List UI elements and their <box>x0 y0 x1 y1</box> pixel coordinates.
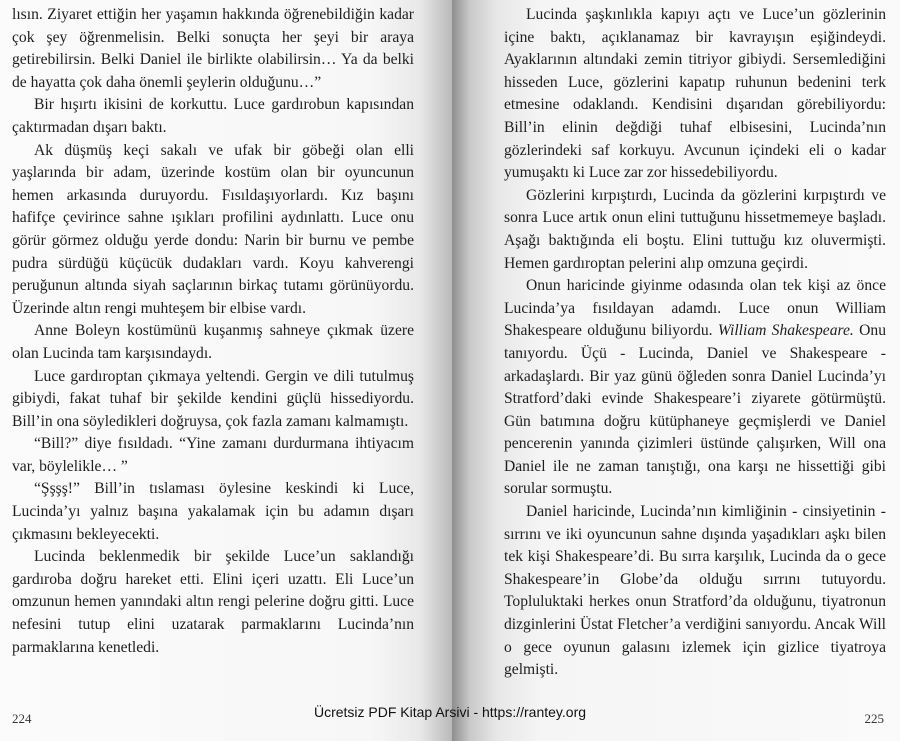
paragraph: lısın. Ziyaret ettiğin her yaşamın hakkında öğrenebildiğin kadar çok şey öğrenmelisin. Belki sonuçta her şeyi bir araya getirebilirsin. Belki Daniel ile birlikte olabilirsin… Ya da belki de hayatta çok daha önemli şeylerin olduğunu…” <box>12 6 414 91</box>
paragraph: Lucinda beklenmedik bir şekilde Luce’un saklandığı gardıroba doğru hareket etti. Elini içeri uzattı. Eli Luce’un omzunun hemen yanındaki altın rengi pelerine doğru gitti. Luce nefesini tutup elini uzatarak parmaklarını Lucinda’nın parmaklarına kenetledi. <box>12 548 414 656</box>
paragraph: Anne Boleyn kostümünü kuşanmış sahneye çıkmak üzere olan Lucinda tam karşısındaydı. <box>12 322 414 362</box>
right-page-text <box>504 4 886 682</box>
paragraph-text: Onu tanıyordu. Üçü - Lucinda, Daniel ve Shakespeare - arkadaşlardı. Bir yaz günü öğleden sonra Daniel Lucinda’yı Stratford’daki evinde Shakespeare’i ziyarete götürmüştü. Gün batımına doğru kütüphaneye geçmişlerdi ve Daniel pencerenin yanında çizimleri üstünde çalışırken, Will ona Daniel ile ne zaman tanıştığı, ona karşı ne hissettiği gibi sorular sormuştu. <box>504 322 886 498</box>
paragraph: Ak düşmüş keçi sakalı ve ufak bir göbeği olan elli yaşlarında bir adam, üzerinde kostüm olan bir oyuncunun hemen arkasında duruyordu. Fısıldaşıyorlardı. Kız başını hafifçe çevirince sahne ışıkları profilini aydınlattı. Luce onu görür görmez olduğu yerde dondu: Narin bir burnu ve pembe pudra sürdüğü küçücük dudakları vardı. Koyu kahverengi peruğunun altında siyah saçlarının birkaç tutamı görünüyordu. Üzerinde altın rengi muhteşem bir elbise vardı. <box>12 141 414 317</box>
paragraph: Lucinda şaşkınlıkla kapıyı açtı ve Luce’un gözlerinin içine baktı, açıklanamaz bir kavrayışın eşiğindeydi. Ayaklarının altındaki zemin titriyor gibiydi. Sersemlediğini hisseden Luce, gözlerini kapatıp ruhunun bedenini terk etmesine odaklandı. Kendisini dışarıdan görebiliyordu: Bill’in elinin değdiği tuhaf elbisesini, Lucinda’nın gözlerindeki saf korkuyu. Avcunun içindeki eli o kadar yumuşaktı ki Luce zar zor hissedebiliyordu. <box>504 6 886 182</box>
right-page <box>452 0 900 741</box>
emphasis-text: William Shakespeare. <box>717 322 854 340</box>
paragraph: “Bill?” diye fısıldadı. “Yine zamanı durdurmana ihtiyacım var, böylelikle… ” <box>12 435 414 475</box>
left-page-text <box>12 4 414 659</box>
paragraph-text: Onun haricinde giyinme odasında olan tek kişi az önce Lucinda’ya fısıldayan adamdı. Luce onun William Shakespeare olduğunu biliyordu. <box>504 277 886 340</box>
paragraph: Gözlerini kırpıştırdı, Lucinda da gözlerini kırpıştırdı ve sonra Luce artık onun elini tuttuğunu hissetmemeye başladı. Aşağı baktığında eli boştu. Elini tuttuğu kız oluvermişti. Hemen gardıroptan pelerini alıp omzuna geçirdi. <box>504 186 886 272</box>
watermark-text: Ücretsiz PDF Kitap Arsivi - https://rantey.org <box>313 704 587 720</box>
page-number-right: 225 <box>864 711 884 726</box>
page-number-left: 224 <box>12 711 32 726</box>
paragraph: Luce gardıroptan çıkmaya yeltendi. Gergin ve dili tutulmuş gibiydi, fakat tuhaf bir şekilde kendini güçlü hissediyordu. Bill’in ona söyledikleri doğruysa, çok fazla zamanı kalmamıştı. <box>12 367 414 430</box>
paragraph: Daniel haricinde, Lucinda’nın kimliğinin - cinsiyetinin - sırrını ve iki oyuncunun sahne dışında yaşadıkları aşkı bilen tek kişi Shakespeare’di. Bu sırra karşılık, Lucinda da o gece Shakespeare’in Globe’da olduğu sırrını tutuyordu. Topluluktaki herkes onun Stratford’da olduğunu, tiyatronun dizginlerini Üstat Fletcher’a verdiğini sanıyordu. Ancak Will o gece oyunun galasını izlemek için gizlice tiyatroya gelmişti. <box>504 503 886 679</box>
paragraph: “Şşşş!” Bill’in tıslaması öylesine keskindi ki Luce, Lucinda’yı yalnız başına yakalamak için bu adamın dışarı çıkmasını bekleyecekti. <box>12 480 414 543</box>
paragraph: Bir hışırtı ikisini de korkuttu. Luce gardırobun kapısından çaktırmadan dışarı baktı. <box>12 96 414 136</box>
paragraph <box>504 275 886 501</box>
